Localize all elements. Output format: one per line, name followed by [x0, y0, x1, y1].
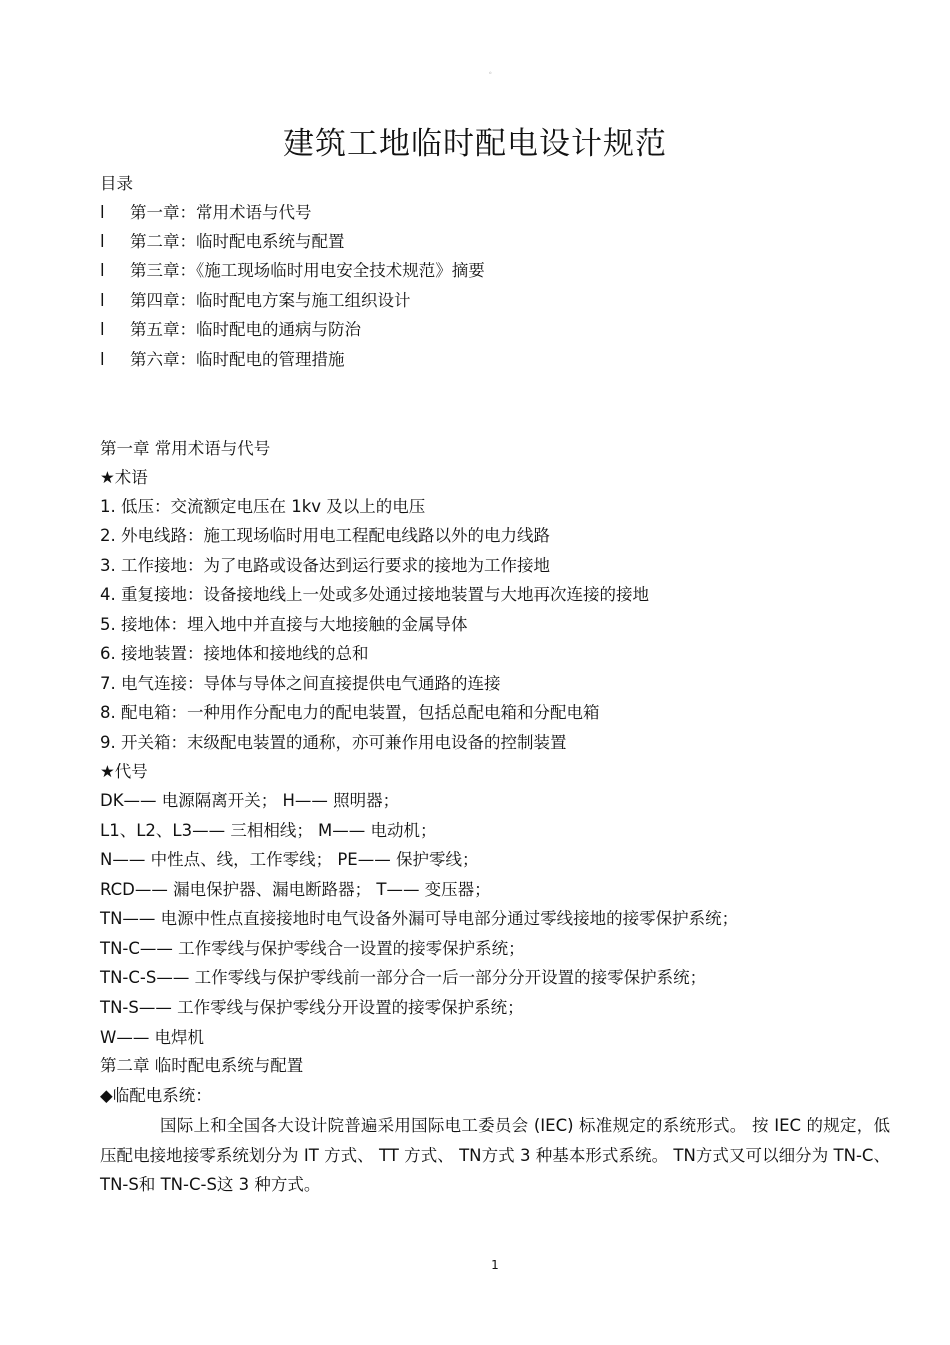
toc-item[interactable]: [100, 348, 345, 372]
toc-item-label: 第五章：临时配电的通病与防治: [130, 320, 361, 339]
code-item: TN-S—— 工作零线与保护零线分开设置的接零保护系统；: [100, 998, 524, 1017]
toc-item[interactable]: [100, 259, 485, 283]
code-item: TN-C-S—— 工作零线与保护零线前一部分合一后一部分分开设置的接零保护系统；: [100, 968, 707, 987]
toc-bullet: l: [100, 232, 105, 251]
term-item: 4. 重复接地：设备接地线上一处或多处通过接地装置与大地再次连接的接地: [100, 585, 649, 604]
toc-bullet: l: [100, 320, 105, 339]
term-item: 9. 开关箱：末级配电装置的通称，亦可兼作用电设备的控制装置: [100, 733, 567, 752]
code-item: RCD—— 漏电保护器、漏电断路器； T—— 变压器；: [100, 880, 491, 899]
chapter1-heading: 第一章 常用术语与代号: [100, 439, 271, 458]
toc-bullet: l: [100, 203, 105, 222]
toc-item-label: 第三章：《施工现场临时用电安全技术规范》摘要: [130, 261, 485, 280]
term-item: 8. 配电箱：一种用作分配电力的配电装置，包括总配电箱和分配电箱: [100, 703, 600, 722]
document-title: 建筑工地临时配电设计规范: [283, 126, 667, 162]
codes-heading: ★代号: [100, 762, 148, 781]
term-item: 2. 外电线路：施工现场临时用电工程配电线路以外的电力线路: [100, 526, 550, 545]
chapter2-paragraph: 国际上和全国各大设计院普遍采用国际电工委员会 (IEC) 标准规定的系统形式。 按 IEC 的规定，低压配电接地接零系统划分为 IT 方式、 TT 方式、 TN方式 3 种基本形式系统。 TN方式又可以细分为 TN-C、TN-S和 TN-C-S这 3 种方式。: [100, 1116, 890, 1194]
header-mark: 。: [489, 67, 496, 75]
toc-item-label: 第四章：临时配电方案与施工组织设计: [130, 291, 411, 310]
chapter2-heading: 第二章 临时配电系统与配置: [100, 1056, 304, 1075]
code-item: TN-C—— 工作零线与保护零线合一设置的接零保护系统；: [100, 939, 525, 958]
chapter2-subheading: ◆临配电系统：: [100, 1086, 212, 1105]
toc-heading: 目录: [100, 174, 133, 193]
toc-bullet: l: [100, 291, 105, 310]
terms-heading: ★术语: [100, 468, 148, 487]
toc-bullet: l: [100, 350, 105, 369]
code-item: N—— 中性点、线，工作零线； PE—— 保护零线；: [100, 850, 479, 869]
term-item: 3. 工作接地：为了电路或设备达到运行要求的接地为工作接地: [100, 556, 550, 575]
code-item: L1、L2、L3—— 三相相线； M—— 电动机；: [100, 821, 437, 840]
toc-item-label: 第六章：临时配电的管理措施: [130, 350, 345, 369]
toc-item[interactable]: [100, 289, 411, 313]
toc-item-label: 第一章：常用术语与代号: [130, 203, 312, 222]
page-number: 1: [491, 1258, 499, 1272]
toc-item[interactable]: [100, 318, 361, 342]
code-item: TN—— 电源中性点直接接地时电气设备外漏可导电部分通过零线接地的接零保护系统；: [100, 909, 739, 928]
toc-item[interactable]: [100, 201, 312, 225]
term-item: 5. 接地体：埋入地中并直接与大地接触的金属导体: [100, 615, 468, 634]
code-item: W—— 电焊机: [100, 1028, 205, 1047]
code-item: DK—— 电源隔离开关； H—— 照明器；: [100, 791, 400, 810]
toc-bullet: l: [100, 261, 105, 280]
toc-item[interactable]: [100, 230, 345, 254]
term-item: 6. 接地装置：接地体和接地线的总和: [100, 644, 369, 663]
term-item: 7. 电气连接：导体与导体之间直接提供电气通路的连接: [100, 674, 501, 693]
term-item: 1. 低压：交流额定电压在 1kv 及以上的电压: [100, 497, 426, 516]
toc-item-label: 第二章：临时配电系统与配置: [130, 232, 345, 251]
